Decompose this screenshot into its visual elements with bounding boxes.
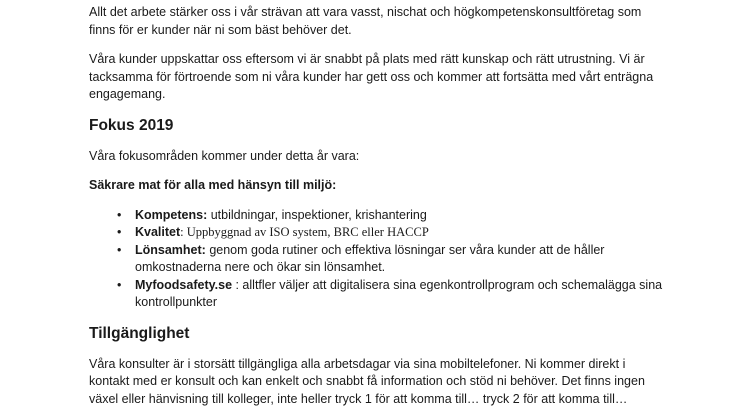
fokus-item-text: genom goda rutiner och effektiva lösningar ser våra kunder att de håller omkostnaderna nere och ökar sin lönsamhet. — [135, 242, 605, 274]
fokus-item-kvalitet — [89, 224, 669, 242]
fokus-item-term: Lönsamhet: — [135, 242, 206, 257]
fokus-heading: Fokus 2019 — [89, 116, 174, 134]
fokus-item-term: Kompetens: — [135, 207, 208, 222]
fokus-item-myfoodsafety — [89, 277, 669, 312]
fokus-intro: Våra fokusområden kommer under detta år vara: — [89, 148, 360, 163]
bullet-icon: • — [117, 207, 122, 222]
bullet-icon: • — [117, 277, 122, 292]
fokus-item-text: utbildningar, inspektioner, krishantering — [207, 207, 427, 222]
intro-paragraph-2: Våra kunder uppskattar oss eftersom vi är snabbt på plats med rätt kunskap och rätt utrustning. Vi är tacksamma för förtroende som ni våra kunder har gett oss och kommer att fortsätta med vårt enträgna engagemang. — [89, 52, 654, 101]
fokus-list — [89, 207, 669, 312]
bullet-icon: • — [117, 225, 122, 239]
document-content — [89, 4, 669, 408]
fokus-item-term: Myfoodsafety.se — [135, 277, 233, 292]
bullet-icon: • — [117, 242, 122, 257]
fokus-subheading: Säkrare mat för alla med hänsyn till miljö: — [89, 178, 337, 192]
tillganglighet-heading: Tillgänglighet — [89, 324, 190, 342]
fokus-item-term: Kvalitet — [135, 225, 181, 239]
fokus-item-kompetens — [89, 207, 669, 225]
fokus-item-text: : alltfler väljer att digitalisera sina egenkontrollprogram och schemalägga sina kontrollpunkter — [135, 277, 663, 309]
fokus-item-text: : Uppbyggnad av ISO system, BRC eller HACCP — [180, 225, 429, 239]
fokus-item-lonsamhet — [89, 242, 669, 277]
tillganglighet-paragraph: Våra konsulter är i storsätt tillgängliga alla arbetsdagar via sina mobiltelefoner. Ni kommer direkt i kontakt med er konsult och kan enkelt och snabbt få information och stöd ni behöver. Det finns ingen växel eller hänvisning till kolleger, inte heller tryck 1 för att komma till… tryck 2 för att komma till… — [89, 356, 645, 406]
intro-paragraph-1: Allt det arbete stärker oss i vår strävan att vara vasst, nischat och högkompetenskonsultföretag som finns för er kunder när ni som bäst behöver det. — [89, 5, 642, 37]
